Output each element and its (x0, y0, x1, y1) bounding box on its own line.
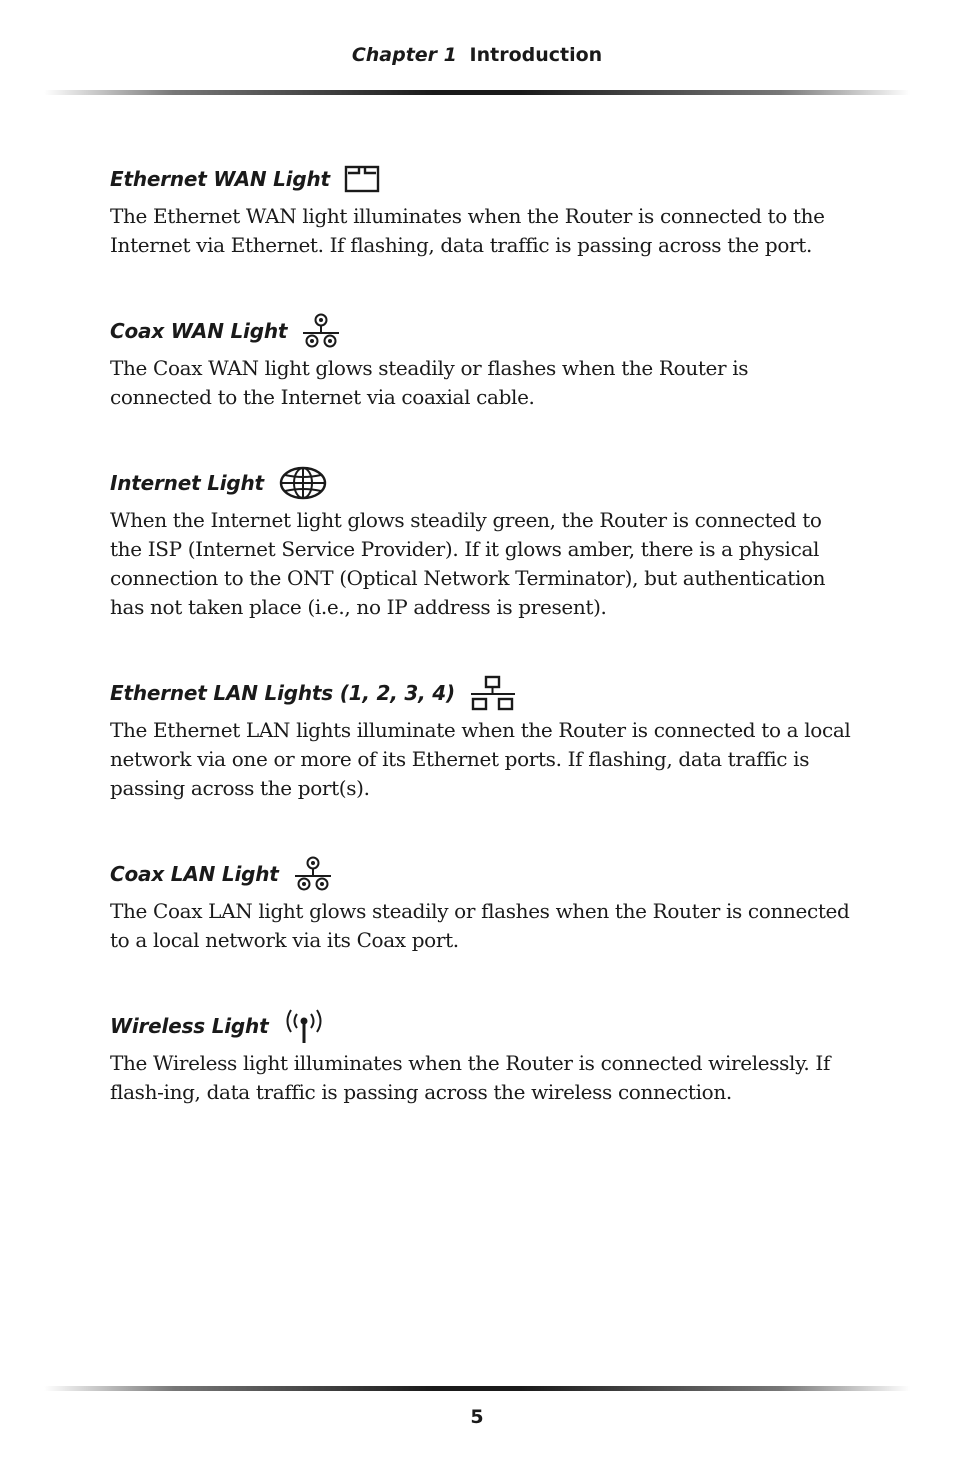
section-ethernet-wan (110, 156, 852, 308)
page-header (0, 44, 954, 66)
coax-icon (293, 856, 333, 892)
section-title: Ethernet WAN Light (110, 167, 330, 191)
section-body: The Coax WAN light glows steadily or flashes when the Router is connected to the Internet via coaxial cable. (110, 356, 749, 409)
section-title: Coax LAN Light (110, 862, 279, 886)
section-body: When the Internet light glows steadily green, the Router is connected to the ISP (Internet Service Provider). If it glows amber, there is a physical connection to the ONT (Optical Network Terminator), but authentication has not taken place (i.e., no IP address is present). (110, 508, 826, 619)
section-heading (110, 308, 852, 354)
section-coax-wan (110, 308, 852, 460)
section-ethernet-lan (110, 670, 852, 851)
chapter-label: Chapter 1 (351, 44, 457, 66)
wireless-icon (282, 1007, 326, 1045)
section-internet (110, 460, 852, 670)
section-title: Coax WAN Light (110, 319, 288, 343)
section-title: Wireless Light (110, 1014, 269, 1038)
section-body: The Ethernet LAN lights illuminate when the Router is connected to a local network via one or more of its Ethernet ports. If flashing, data traffic is passing across the port(s). (110, 718, 851, 800)
page-number: 5 (470, 1406, 484, 1428)
section-heading (110, 851, 852, 897)
page-content (110, 156, 852, 1155)
section-coax-lan (110, 851, 852, 1003)
section-heading (110, 670, 852, 716)
header-rule (44, 90, 910, 95)
section-heading (110, 1003, 852, 1049)
section-heading (110, 156, 852, 202)
section-body: The Coax LAN light glows steadily or flashes when the Router is connected to a local network via its Coax port. (110, 899, 850, 952)
coax-icon (301, 313, 341, 349)
globe-icon (278, 465, 328, 501)
section-heading (110, 460, 852, 506)
section-body: The Wireless light illuminates when the Router is connected wirelessly. If flash-ing, data traffic is passing across the wireless connection. (110, 1051, 831, 1104)
section-body: The Ethernet WAN light illuminates when the Router is connected to the Internet via Ethernet. If flashing, data traffic is passing across the port. (110, 204, 825, 257)
chapter-title: Introduction (469, 44, 603, 66)
section-wireless (110, 1003, 852, 1155)
section-title: Ethernet LAN Lights (1, 2, 3, 4) (110, 681, 455, 705)
ethernet-wan-icon (344, 164, 380, 194)
section-title: Internet Light (110, 471, 264, 495)
network-lan-icon (469, 675, 517, 711)
footer-rule (44, 1386, 910, 1391)
